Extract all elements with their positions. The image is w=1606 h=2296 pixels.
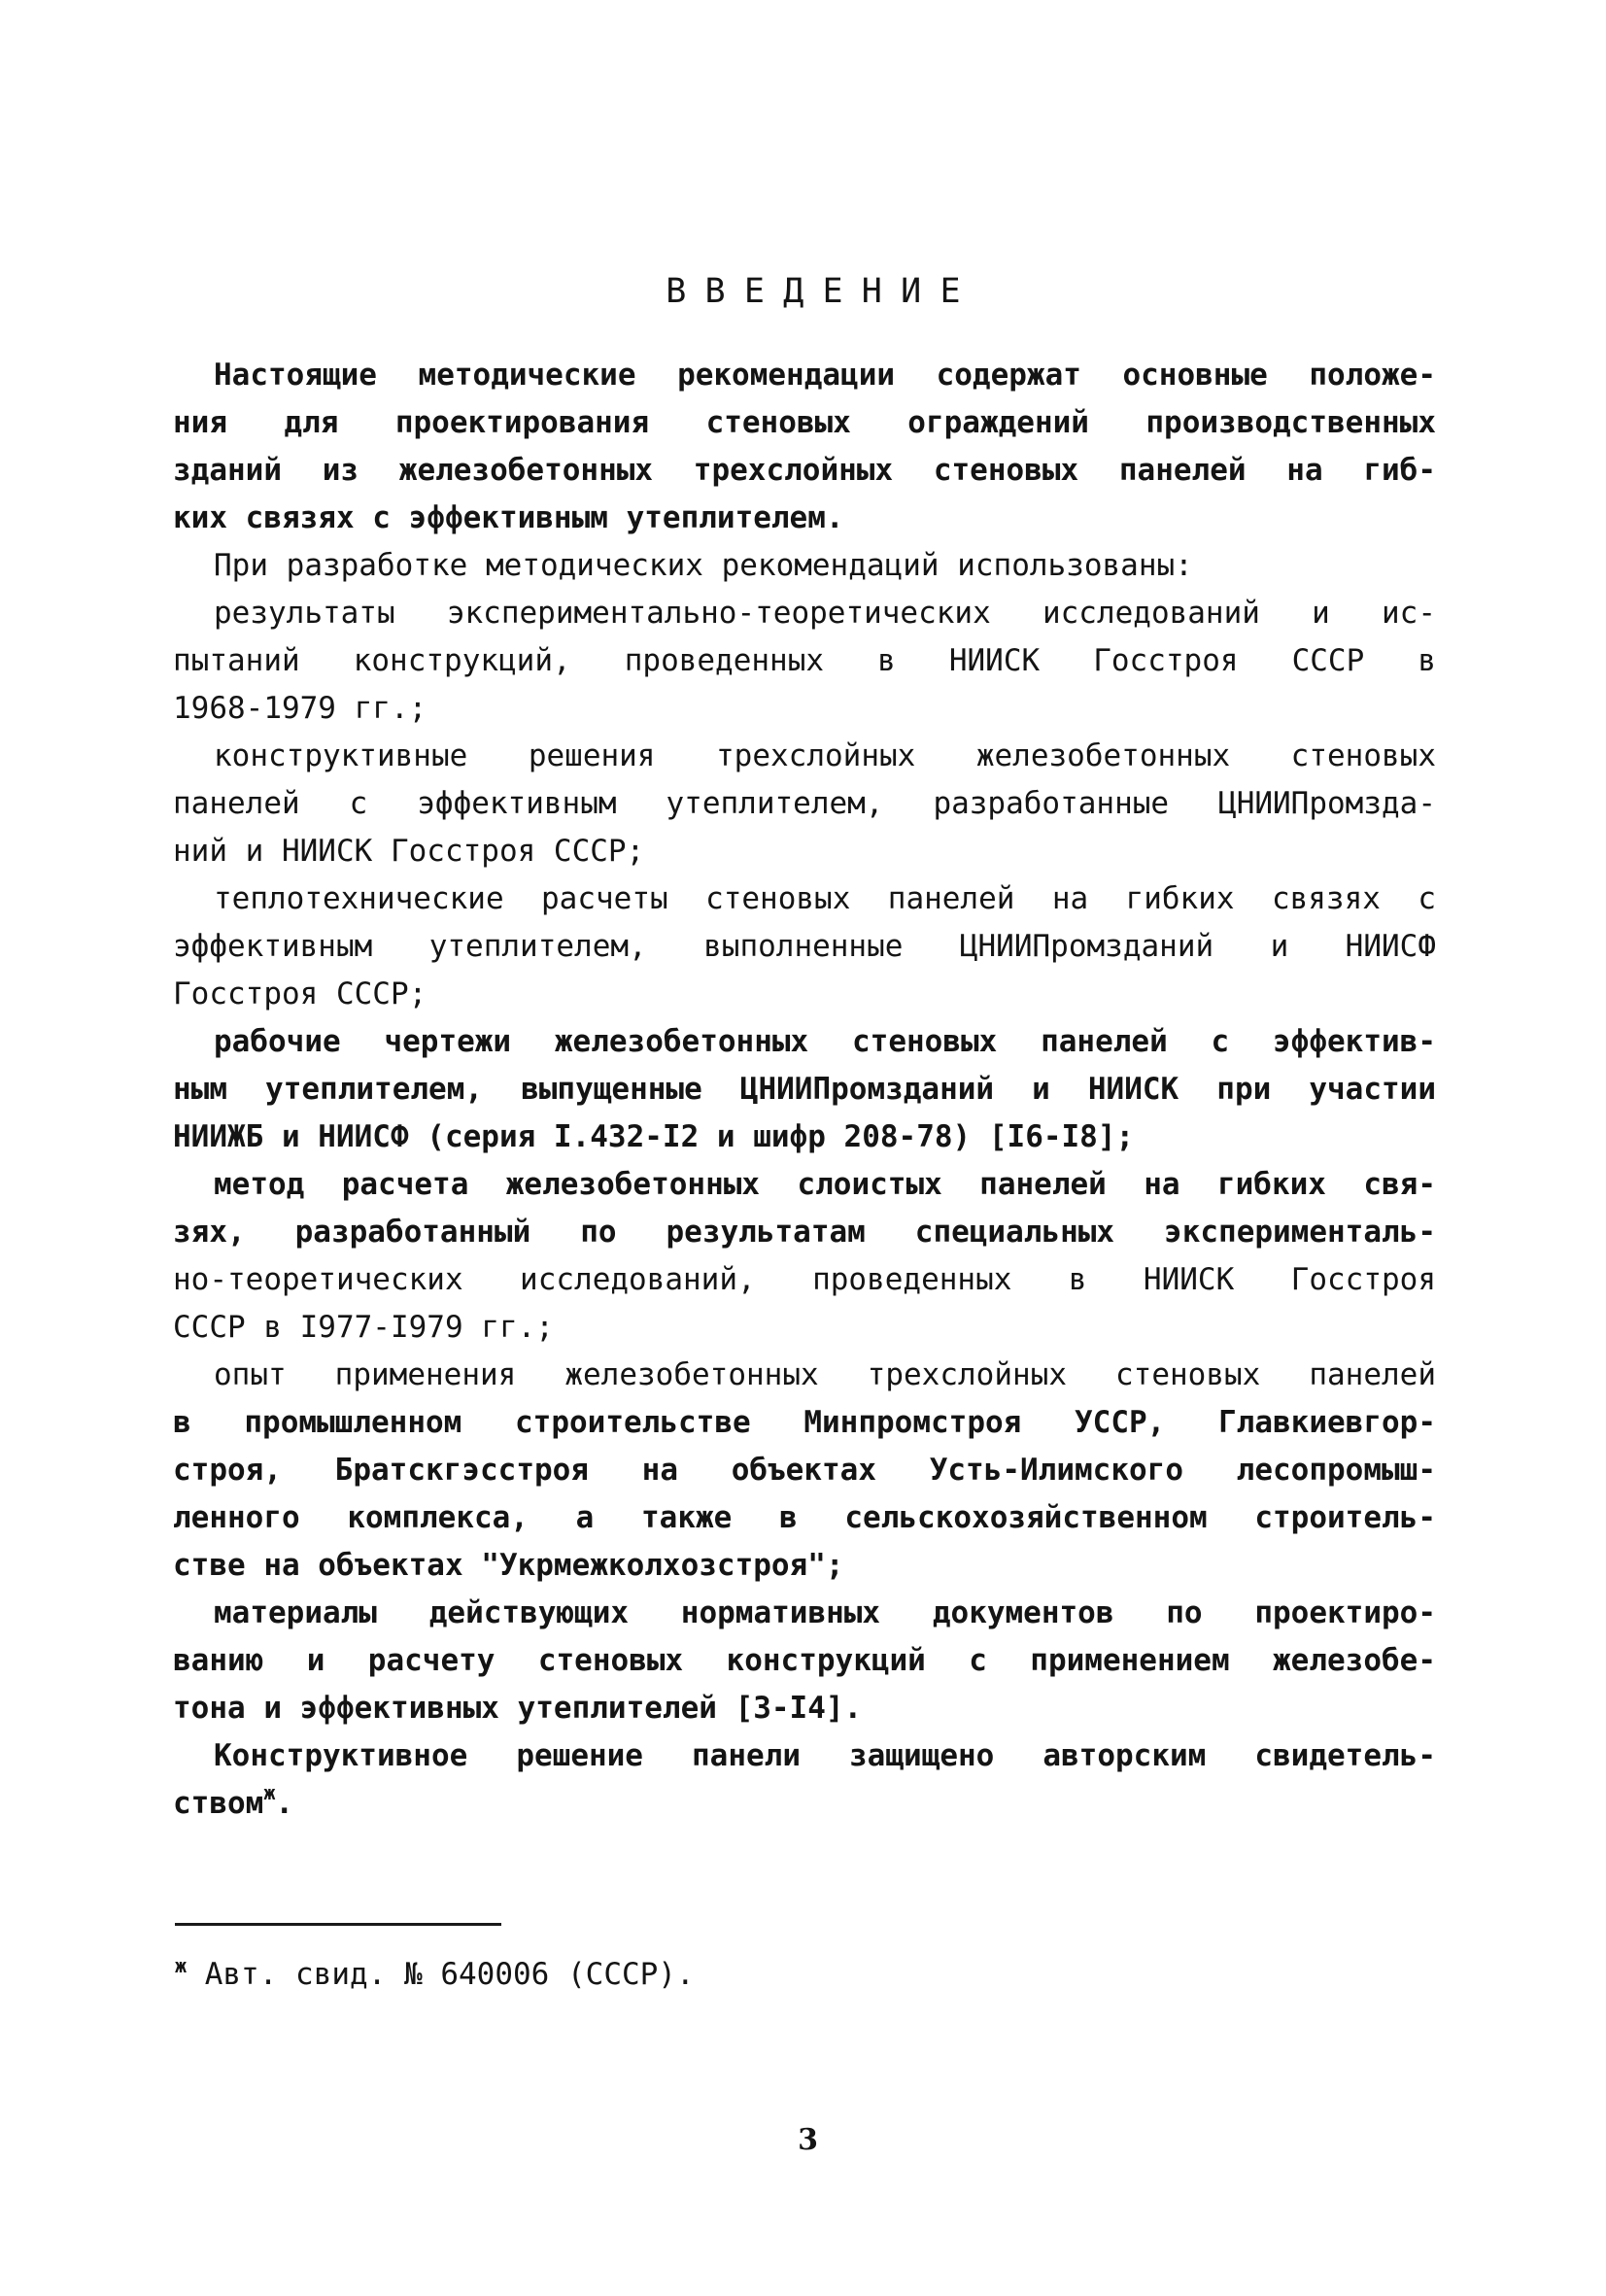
text-line: 1968-1979 гг.; — [173, 691, 427, 726]
text-line: в промышленном строительстве Минпромстроя УССР, Главкиевгор- — [173, 1405, 1436, 1440]
section-heading: ВВЕДЕНИЕ — [666, 272, 979, 311]
text-line: строя, Братскгэсстроя на объектах Усть-Илимского лесопромыш- — [173, 1453, 1436, 1488]
text-line-with-footnote-ref — [173, 1780, 1436, 1828]
text-line: рабочие чертежи железобетонных стеновых панелей с эффектив- — [214, 1024, 1436, 1059]
text-line: но-теоретических исследований, проведенных в НИИСК Госстроя — [173, 1262, 1436, 1297]
sentence-period: . — [275, 1786, 294, 1821]
text-line: зданий из железобетонных трехслойных стеновых панелей на гиб- — [173, 453, 1436, 488]
text-line: пытаний конструкций, проведенных в НИИСК Госстроя СССР в — [173, 643, 1436, 678]
text-line: тона и эффективных утеплителей [3-I4]. — [173, 1691, 863, 1726]
footnote-text: Авт. свид. № 640006 (СССР). — [204, 1957, 695, 1992]
page-number: 3 — [798, 2123, 818, 2157]
footnote — [175, 1951, 695, 1999]
text-line: Конструктивное решение панели защищено авторским свидетель- — [214, 1738, 1436, 1773]
text-line: ний и НИИСК Госстроя СССР; — [173, 834, 645, 869]
text-line: Госстроя СССР; — [173, 977, 427, 1011]
text-line: НИИЖБ и НИИСФ (серия I.432-I2 и шифр 208-78) [I6-I8]; — [173, 1119, 1135, 1154]
footnote-mark: ж — [175, 1954, 188, 1977]
footnote-separator — [175, 1923, 501, 1926]
text-line: ным утеплителем, выпущенные ЦНИИПромзданий и НИИСК при участии — [173, 1072, 1436, 1107]
text-line: СССР в I977-I979 гг.; — [173, 1310, 554, 1345]
text-line: ванию и расчету стеновых конструкций с применением железобе- — [173, 1643, 1436, 1678]
text-line: метод расчета железобетонных слоистых панелей на гибких свя- — [214, 1167, 1436, 1202]
body-text — [173, 352, 1436, 1828]
text-line: ния для проектирования стеновых ограждений производственных — [173, 405, 1436, 440]
text-line: материалы действующих нормативных документов по проектиро- — [214, 1595, 1436, 1630]
text-line: ких связях с эффективным утеплителем. — [173, 500, 844, 535]
text-line: зях, разработанный по результатам специальных эксперименталь- — [173, 1215, 1436, 1250]
text-line: стве на объектах "Укрмежколхозстроя"; — [173, 1548, 844, 1583]
text-line: результаты экспериментально-теоретических исследований и ис- — [214, 596, 1436, 631]
text-line: эффективным утеплителем, выполненные ЦНИИПромзданий и НИИСФ — [173, 929, 1436, 964]
text-line: конструктивные решения трехслойных железобетонных стеновых — [214, 738, 1436, 773]
text-line: При разработке методических рекомендаций использованы: — [214, 548, 1193, 583]
text-line: Настоящие методические рекомендации содержат основные положе- — [214, 358, 1436, 393]
text-line: теплотехнические расчеты стеновых панелей на гибких связях с — [214, 881, 1436, 916]
text-line: ленного комплекса, а также в сельскохозяйственном строитель- — [173, 1500, 1436, 1535]
text-line: панелей с эффективным утеплителем, разработанные ЦНИИПромзда- — [173, 786, 1436, 821]
text-line: опыт применения железобетонных трехслойных стеновых панелей — [214, 1357, 1436, 1392]
footnote-reference-mark: ж — [263, 1781, 276, 1804]
text-line-end: ством — [173, 1786, 264, 1821]
